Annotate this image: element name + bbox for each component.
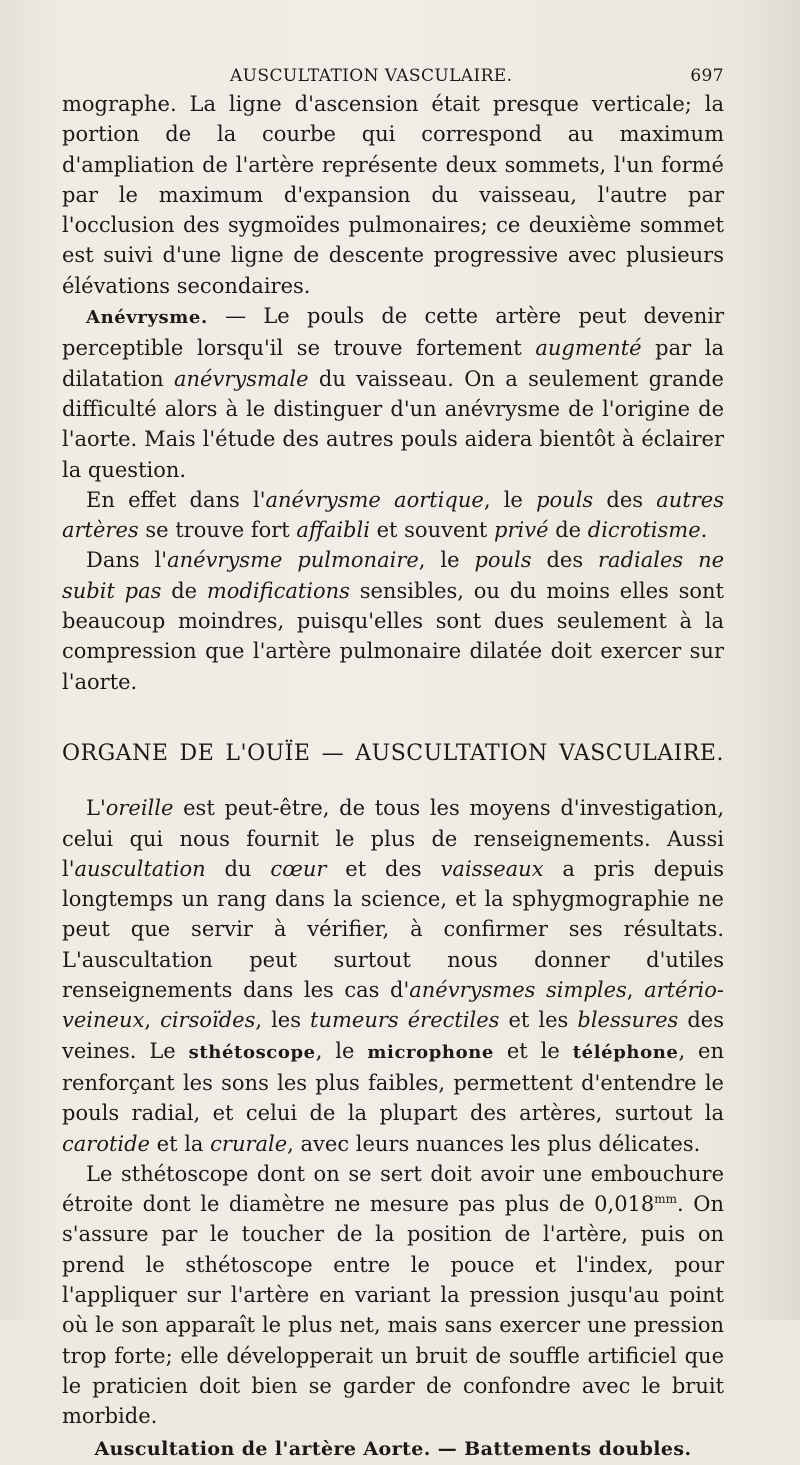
text-run: est peut-être, de tous les moyens d'investigation, celui qui nous fournit le plus de renseignements. Aussi l' <box>62 796 724 881</box>
running-head <box>62 55 724 89</box>
paragraph-hearing <box>62 793 724 1159</box>
emphasis: cœur <box>270 856 327 881</box>
emphasis: modifications <box>206 578 350 603</box>
emphasis: pouls <box>474 548 532 573</box>
text-run: et des <box>326 856 441 881</box>
text-run: L' <box>86 796 106 821</box>
emphasis: augmenté <box>535 336 642 361</box>
emphasis: carotide <box>62 1131 150 1156</box>
emphasis: artério-veineux <box>62 978 724 1033</box>
emphasis: affaibli <box>296 518 370 543</box>
term-telephone: téléphone <box>572 1041 679 1063</box>
text-run: et souvent <box>369 518 495 543</box>
paragraph-aortic-aneurysm <box>62 485 724 546</box>
text-run: du <box>205 856 271 881</box>
text-run: et le <box>493 1038 573 1063</box>
emphasis: anévrysmes simples <box>409 978 627 1003</box>
emphasis: oreille <box>105 796 174 821</box>
term-microphone: microphone <box>367 1041 494 1063</box>
emphasis: anévrysme aortique <box>265 487 484 512</box>
text-run: Dans l' <box>86 548 168 573</box>
paragraph-aneurysm <box>62 301 724 485</box>
text-run: a pris depuis longtemps un rang dans la science, et la sphygmographie ne peut que servir à vérifier, à confirmer ses résultats. L'auscultation peut surtout nous donner d'utiles renseignements dans les cas d' <box>62 856 724 1003</box>
text-run: des veines. Le <box>62 1008 724 1063</box>
text-run: , le <box>483 487 537 512</box>
emphasis: anévrysmale <box>173 366 309 391</box>
text-run: , le <box>315 1038 368 1063</box>
text-run: En effet dans l' <box>86 487 266 512</box>
text-run: sensibles, ou du moins elles sont beaucoup moindres, puisqu'elles sont dues seulement à la compression que l'artère pulmonaire dilatée doit exercer sur l'aorte. <box>62 578 724 694</box>
text-run: et la <box>150 1131 211 1156</box>
text-run: — Le pouls de cette artère peut devenir perceptible lorsqu'il se trouve fortement <box>62 304 724 361</box>
text-run: se trouve fort <box>138 518 297 543</box>
emphasis: anévrysme pulmonaire <box>167 548 419 573</box>
text-run: des <box>531 548 599 573</box>
emphasis: crurale <box>210 1131 288 1156</box>
text-run: , <box>626 978 645 1003</box>
text-run: , en renforçant les sons les plus faibles, permettent d'entendre le pouls radial, et celui de la plupart des artères, surtout la <box>62 1038 725 1126</box>
unit-superscript: mm <box>654 1192 678 1207</box>
text-run: par la dilatation <box>62 336 724 391</box>
paragraph-stethoscope <box>62 1159 724 1432</box>
text-run: de <box>161 578 207 603</box>
emphasis: radiales ne subit pas <box>62 548 725 603</box>
text-run: , le <box>418 548 475 573</box>
emphasis: blessures <box>577 1008 679 1033</box>
text-run: du vaisseau. On a seulement grande difficulté alors à le distinguer d'un anévrysme de l'origine de l'aorte. Mais l'étude des autres pouls aidera bientôt à éclairer la question. <box>62 366 724 482</box>
paragraph-sphygmograph <box>62 89 724 301</box>
figure-caption: Auscultation de l'artère Aorte. — Battements doubles. <box>94 1438 692 1461</box>
page-content <box>62 55 724 1465</box>
page-number: 697 <box>690 66 724 86</box>
text-run: et les <box>499 1008 578 1033</box>
emphasis: pouls <box>536 487 594 512</box>
term-stethoscope: sthétoscope <box>188 1041 316 1063</box>
emphasis: tumeurs érectiles <box>310 1008 500 1033</box>
emphasis: dicrotisme <box>587 518 701 543</box>
emphasis: auscultation <box>74 856 206 881</box>
emphasis: cirsoïdes <box>160 1008 256 1033</box>
emphasis: privé <box>494 518 549 543</box>
text-run: , <box>144 1008 161 1033</box>
text-run: , avec leurs nuances les plus délicates. <box>287 1131 701 1156</box>
text-run: , les <box>255 1008 311 1033</box>
section-heading: ORGANE DE L'OUÏE — AUSCULTATION VASCULAIRE. <box>62 740 724 766</box>
paragraph-text: mographe. La ligne d'ascension était presque verticale; la portion de la courbe qui correspond au maximum d'ampliation de l'artère représente deux sommets, l'un formé par le maximum d'expansion du vaisseau, l'autre par l'occlusion des sygmoïdes pulmonaires; ce deuxième sommet est suivi d'une ligne de descente progressive avec plusieurs élévations secondaires. <box>62 92 724 298</box>
text-run: Le sthétoscope dont on se sert doit avoir une embouchure étroite dont le diamètre ne mesure pas plus de 0,018 <box>62 1161 724 1217</box>
running-title: AUSCULTATION VASCULAIRE. <box>230 66 513 86</box>
term-anevrysme: Anévrysme. <box>86 307 208 329</box>
emphasis: vaisseaux <box>440 856 544 881</box>
emphasis: autres artères <box>62 487 725 543</box>
text-run: . <box>700 518 708 543</box>
paragraph-pulmonary-aneurysm <box>62 545 724 696</box>
text-run: de <box>548 518 588 543</box>
text-run: des <box>593 487 657 512</box>
text-run: . On s'assure par le toucher de la position de l'artère, puis on prend le sthétoscope entre le pouce et l'index, pour l'appliquer sur l'artère en variant la pression jusqu'au point où le son apparaît le plus net, mais sans exercer une pression trop forte; elle développerait un bruit de souffle artificiel que le praticien doit bien se garder de confondre avec le bruit morbide. <box>62 1192 724 1429</box>
